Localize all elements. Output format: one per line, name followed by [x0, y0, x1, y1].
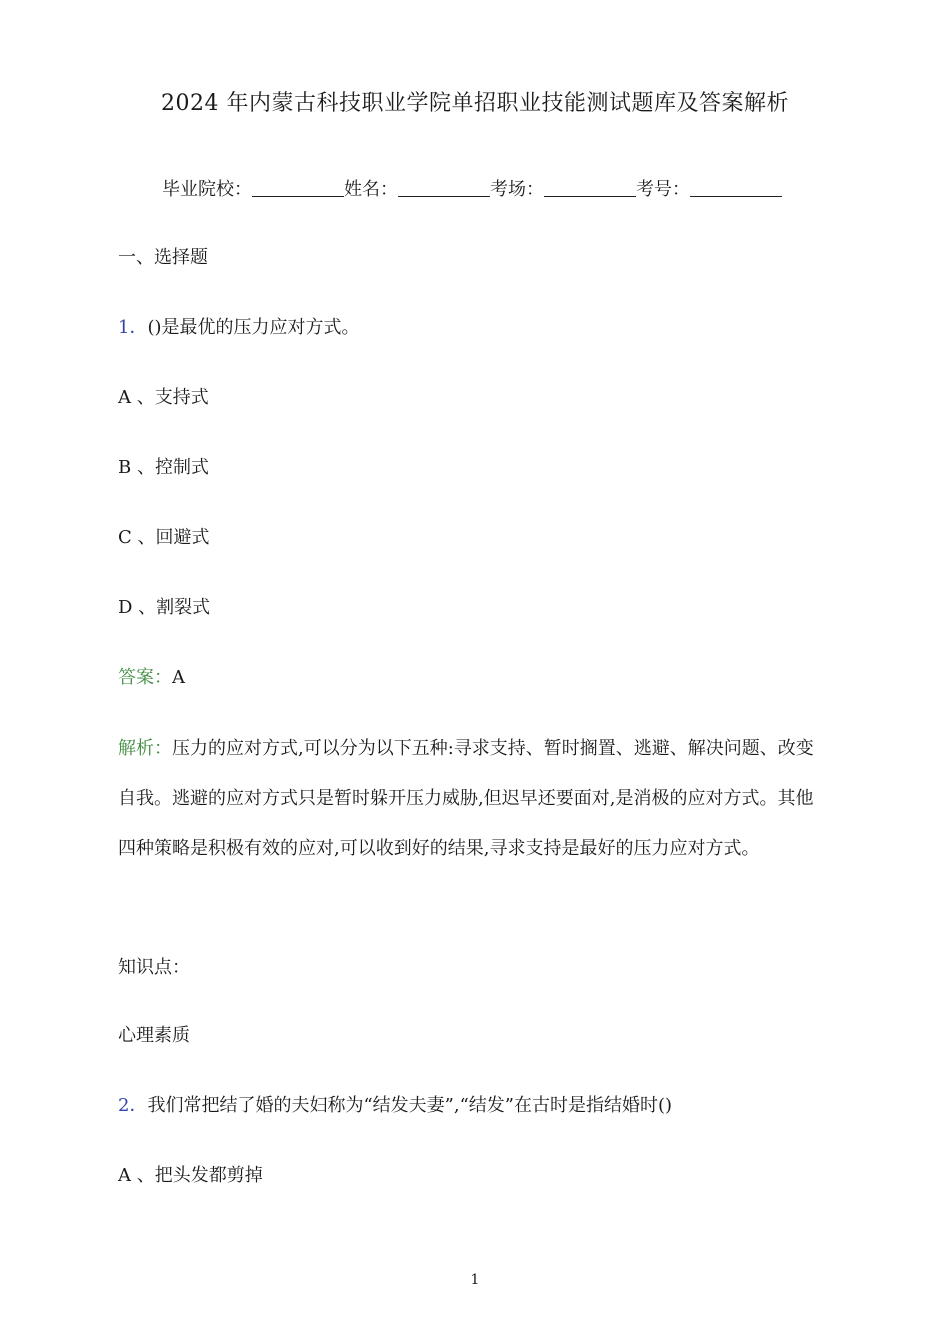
analysis-text: 压力的应对方式,可以分为以下五种:寻求支持、暂时搁置、逃避、解决问题、改变自我。逃避的应对方式只是暂时躲开压力威胁,但迟早还要面对,是消极的应对方式。其他四种策略是积极有效的应对,可以收到好的结果,寻求支持是最好的压力应对方式。	[118, 738, 814, 859]
knowledge-value: 心理素质	[118, 1025, 190, 1046]
name-label: 姓名：	[344, 179, 398, 200]
exam-info-fields	[162, 178, 782, 202]
school-blank	[252, 180, 344, 197]
option-c: C 、回避式	[118, 527, 210, 548]
exam-room-label: 考场：	[490, 179, 544, 200]
page-number: 1	[470, 1272, 480, 1288]
question-text: 我们常把结了婚的夫妇称为“结发夫妻”,“结发”在古时是指结婚时()	[147, 1095, 673, 1116]
document-title: 2024 年内蒙古科技职业学院单招职业技能测试题库及答案解析	[161, 91, 789, 116]
option-a: A 、支持式	[118, 387, 209, 408]
option-a: A 、把头发都剪掉	[118, 1165, 263, 1186]
question-2	[118, 1094, 672, 1118]
exam-number-blank	[690, 180, 782, 197]
question-number: 2．	[118, 1095, 148, 1116]
analysis-label: 解析：	[118, 738, 172, 759]
exam-room-blank	[544, 180, 636, 197]
answer-label: 答案：	[118, 667, 172, 688]
analysis-paragraph	[118, 724, 830, 874]
section-heading: 一、选择题	[118, 247, 208, 268]
question-text: ()是最优的压力应对方式。	[147, 317, 360, 338]
knowledge-label: 知识点：	[118, 957, 190, 978]
school-label: 毕业院校：	[162, 179, 252, 200]
question-1	[118, 316, 360, 340]
option-b: B 、控制式	[118, 457, 209, 478]
answer-value: A	[172, 667, 185, 688]
name-blank	[398, 180, 490, 197]
option-d: D 、割裂式	[118, 597, 211, 618]
question-number: 1．	[118, 317, 148, 338]
exam-number-label: 考号：	[636, 179, 690, 200]
answer-line	[118, 666, 185, 690]
